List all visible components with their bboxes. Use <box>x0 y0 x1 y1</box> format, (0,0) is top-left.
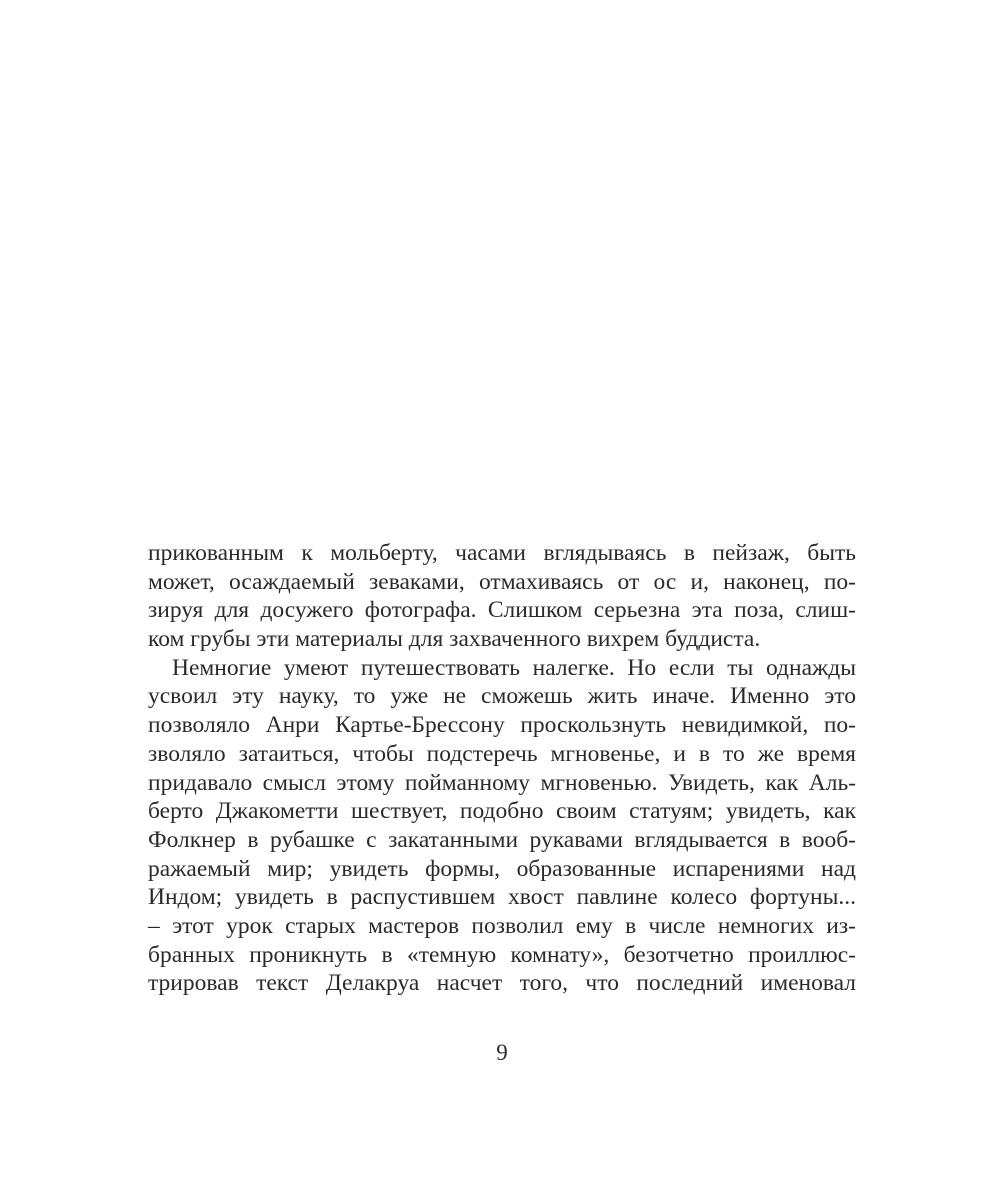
text-line: Немногие умеют путешествовать налегке. Но если ты однажды <box>172 654 856 681</box>
text-line: придавало смысл этому пойманному мгновенью. Увидеть, как Аль- <box>148 769 856 796</box>
text-line: позволяло Анри Картье-Брессону проскользнуть невидимкой, по- <box>148 712 856 739</box>
text-line: трировав текст Делакруа насчет того, что последний именовал <box>148 970 856 997</box>
text-line: – этот урок старых мастеров позволил ему в числе немногих из- <box>148 912 856 939</box>
text-line: Индом; увидеть в распустившем хвост павлине колесо фортуны... <box>148 884 856 911</box>
text-line: Фолкнер в рубашке с закатанными рукавами вглядывается в вооб- <box>148 826 856 853</box>
paragraph-2 <box>148 654 856 998</box>
text-line: ражаемый мир; увидеть формы, образованные испарениями над <box>148 855 856 882</box>
text-line: берто Джакометти шествует, подобно своим статуям; увидеть, как <box>148 798 856 825</box>
page-number: 9 <box>496 1040 508 1065</box>
text-line: ком грубы эти материалы для захваченного вихрем буддиста. <box>148 626 761 653</box>
text-line: зируя для досужего фотографа. Слишком серьезна эта поза, слиш- <box>148 597 856 624</box>
text-line: бранных проникнуть в «темную комнату», безотчетно проиллюс- <box>148 941 856 968</box>
text-line: может, осаждаемый зеваками, отмахиваясь от ос и, наконец, по- <box>148 568 856 595</box>
text-line: усвоил эту науку, то уже не сможешь жить иначе. Именно это <box>148 683 856 710</box>
text-line: прикованным к мольберту, часами вглядываясь в пейзаж, быть <box>148 540 856 566</box>
text-line: зволяло затаиться, чтобы подстеречь мгновенье, и в то же время <box>148 740 856 767</box>
paragraph-1 <box>148 539 856 654</box>
body-text <box>148 539 856 998</box>
